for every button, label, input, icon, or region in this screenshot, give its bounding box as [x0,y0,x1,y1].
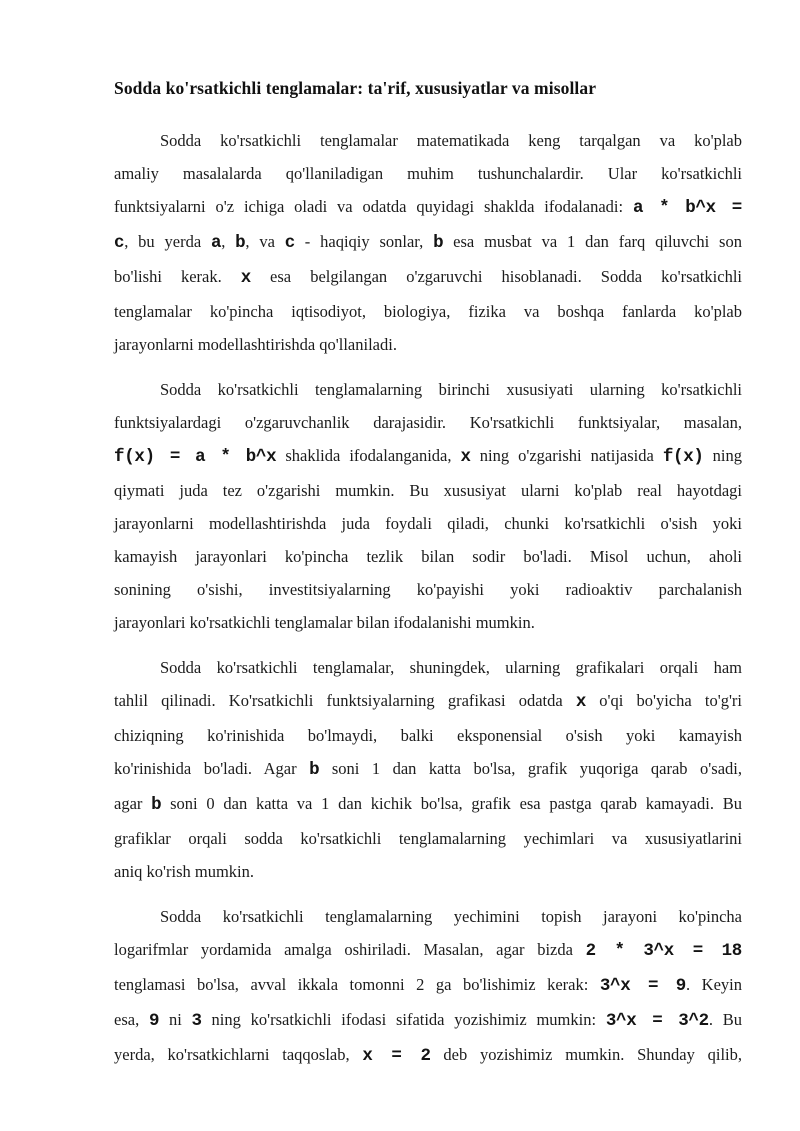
text-line [114,573,742,606]
text-run: - haqiqiy sonlar, [294,231,434,251]
paragraph [114,651,742,888]
text-run: funktsiyalardagi o'zgaruvchanlik darajasidir. Ko'rsatkichli funktsiyalar, masalan, [114,412,742,432]
inline-code-run: b [309,759,320,780]
text-run: esa musbat va 1 dan farq qiluvchi son [443,231,742,251]
inline-code-run: x [460,446,471,467]
inline-code-run: b [151,794,162,815]
text-run: jarayonlari ko'rsatkichli tenglamalar bilan ifodalanishi mumkin. [114,612,535,632]
text-line [114,606,742,639]
text-run: aniq ko'rish mumkin. [114,861,255,881]
text-line [114,406,742,439]
text-line [114,439,742,474]
text-line [114,933,742,968]
text-run: ning ko'rsatkichli ifodasi sifatida yozishimiz mumkin: [201,1009,606,1029]
text-run: Sodda ko'rsatkichli tenglamalar matematikada keng tarqalgan va ko'plab [160,130,742,150]
text-run: agar [114,793,152,813]
inline-code-run: 3 [191,1010,202,1031]
text-run: jarayonlarni modellashtirishda juda foydali qiladi, chunki ko'rsatkichli o'sish yoki [114,513,742,533]
text-run: chiziqning ko'rinishida bo'lmaydi, balki eksponensial o'sish yoki kamayish [114,725,742,745]
text-run: tahlil qilinadi. Ko'rsatkichli funktsiyalarning grafikasi odatda [114,690,576,710]
text-line [114,787,742,822]
text-line [114,900,742,933]
text-run: ning [703,445,742,465]
text-line [114,295,742,328]
inline-code-run: 9 [148,1010,160,1031]
text-run: amaliy masalalarda qo'llaniladigan muhim tushunchalardir. Ular ko'rsatkichli [114,163,742,183]
text-line [114,540,742,573]
text-line [114,507,742,540]
text-run: , bu yerda [124,231,211,251]
text-run: Sodda ko'rsatkichli tenglamalar, shuningdek, ularning grafikalari orqali ham [160,657,742,677]
text-run: o'qi bo'yicha to'g'ri [586,690,742,710]
text-line [114,260,742,295]
text-line [114,190,742,225]
inline-code-run: x [240,267,251,288]
text-run: . Bu [708,1009,742,1029]
text-run: bo'lishi kerak. [114,266,241,286]
text-run: kamayish jarayonlari ko'pincha tezlik bilan sodir bo'ladi. Misol uchun, aholi [114,546,742,566]
text-run: esa, [114,1009,149,1029]
inline-code-run: c [284,232,295,253]
text-line [114,651,742,684]
document-body [114,124,742,1073]
paragraph [114,900,742,1073]
inline-code-run: f(x) = a * b^x [114,446,277,467]
inline-code-run: a * b^x = [632,197,743,218]
text-run: . Keyin [686,974,742,994]
text-line [114,328,742,361]
text-run: deb yozishimiz mumkin. Shunday qilib, [430,1044,742,1064]
paragraph [114,124,742,361]
text-run: tenglamasi bo'lsa, avval ikkala tomonni 2 ga bo'lishimiz kerak: [114,974,600,994]
text-run: yerda, ko'rsatkichlarni taqqoslab, [114,1044,363,1064]
text-run: jarayonlarni modellashtirishda qo'llaniladi. [114,334,397,354]
text-line [114,855,742,888]
text-run: Sodda ko'rsatkichli tenglamalarning yechimini topish jarayoni ko'pincha [160,906,742,926]
inline-code-run: a [211,232,222,253]
inline-code-run: x = 2 [362,1045,431,1066]
text-line [114,822,742,855]
text-run: shaklida ifodalanganida, [276,445,461,465]
text-run: , [221,231,236,251]
text-line [114,373,742,406]
text-line [114,1003,742,1038]
inline-code-run: b [433,232,444,253]
text-line [114,124,742,157]
text-run: qiymati juda tez o'zgarishi mumkin. Bu xususiyat ularni ko'plab real hayotdagi [114,480,742,500]
text-line [114,968,742,1003]
inline-code-run: b [235,232,246,253]
text-run: soni 0 dan katta va 1 dan kichik bo'lsa, grafik esa pastga qarab kamayadi. Bu [161,793,742,813]
text-run: , va [245,231,285,251]
text-run: ning o'zgarishi natijasida [470,445,663,465]
text-run: grafiklar orqali sodda ko'rsatkichli tenglamalarning yechimlari va xususiyatlarini [114,828,742,848]
text-run: ko'rinishida bo'ladi. Agar [114,758,310,778]
inline-code-run: 3^x = 3^2 [605,1010,709,1031]
text-line [114,225,742,260]
text-line [114,157,742,190]
inline-code-run: 3^x = 9 [599,975,687,996]
inline-code-run: f(x) [662,446,704,467]
text-line [114,719,742,752]
inline-code-run: 2 * 3^x = 18 [585,940,742,961]
text-line [114,474,742,507]
document-title: Sodda ko'rsatkichli tenglamalar: ta'rif, xususiyatlar va misollar [114,78,597,98]
text-run: esa belgilangan o'zgaruvchi hisoblanadi. Sodda ko'rsatkichli [251,266,742,286]
text-run: soni 1 dan katta bo'lsa, grafik yuqoriga qarab o'sadi, [319,758,742,778]
text-run: Sodda ko'rsatkichli tenglamalarning birinchi xususiyati ularning ko'rsatkichli [160,379,742,399]
inline-code-run: x [575,691,587,712]
inline-code-run: c [114,232,125,253]
text-run: funktsiyalarni o'z ichiga oladi va odatda quyidagi shaklda ifodalanadi: [114,196,633,216]
text-line [114,684,742,719]
text-run: ni [159,1009,192,1029]
paragraph [114,373,742,639]
text-run: tenglamalar ko'pincha iqtisodiyot, biologiya, fizika va boshqa fanlarda ko'plab [114,301,742,321]
text-line [114,752,742,787]
text-run: sonining o'sishi, investitsiyalarning ko'payishi yoki radioaktiv parchalanish [114,579,742,599]
text-run: logarifmlar yordamida amalga oshiriladi. Masalan, agar bizda [114,939,586,959]
text-line [114,1038,742,1073]
